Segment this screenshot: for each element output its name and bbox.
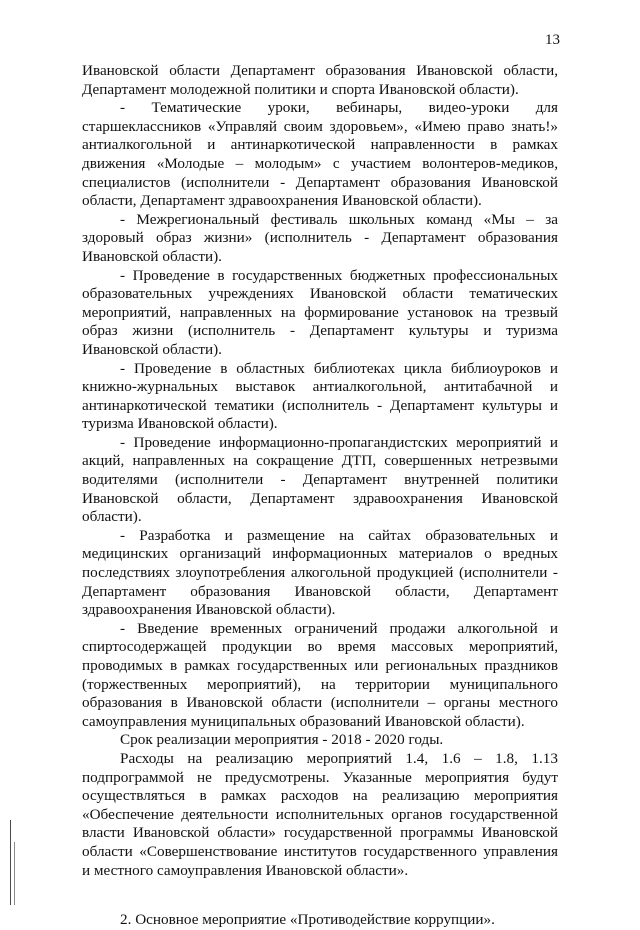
paragraph-vocational-events: - Проведение в государственных бюджетных профессиональных образовательных учреждениях Ивановской области тематических мероприятий, направленных на формирование установок на трезвый образ жизни (исполнитель - Департамент культуры и туризма Ивановской области).	[82, 266, 558, 358]
paragraph-library-lessons: - Проведение в областных библиотеках цикла библиоуроков и книжно-журнальных выставок антиалкогольной, антитабачной и антинаркотической тематики (исполнитель - Департамент культуры и туризма Ивановской области).	[82, 359, 558, 433]
paragraph-thematic-lessons: - Тематические уроки, вебинары, видео-уроки для старшеклассников «Управляй своим здоровьем», «Имею право знать!» антиалкогольной и антинаркотической направленности в рамках движения «Молодые – молодым» с участием волонтеров-медиков, специалистов (исполнители - Департамент образования Ивановской области, Департамент здравоохранения Ивановской области).	[82, 99, 558, 210]
paragraph-implementation-period: Срок реализации мероприятия - 2018 - 2020 годы.	[120, 731, 444, 749]
section-heading: 2. Основное мероприятие «Противодействие коррупции».	[120, 911, 495, 929]
paragraph-information-materials: - Разработка и размещение на сайтах образовательных и медицинских организаций информационных материалов о вредных последствиях злоупотребления алкогольной продукцией (исполнители - Департамент образования Ивановской области, Департамент здравоохранения Ивановской области).	[82, 526, 558, 619]
scan-margin-line	[14, 842, 15, 905]
document-body	[82, 62, 558, 930]
paragraph-continuation: Ивановской области Департамент образования Ивановской области, Департамент молодежной политики и спорта Ивановской области).	[82, 62, 558, 98]
paragraph-road-safety: - Проведение информационно-пропагандистских мероприятий и акций, направленных на сокращение ДТП, совершенных нетрезвыми водителями (исполнители - Департамент внутренней политики Ивановской области, Департамент здравоохранения Ивановской области).	[82, 433, 558, 526]
paragraph-festival: - Межрегиональный фестиваль школьных команд «Мы – за здоровый образ жизни» (исполнитель - Департамент образования Ивановской области).	[82, 210, 558, 265]
paragraph-sales-restrictions: - Введение временных ограничений продажи алкогольной и спиртосодержащей продукции во время массовых мероприятий, проводимых в рамках государственных или региональных праздников (торжественных мероприятий), на территории муниципального образования в Ивановской области (исполнители – органы местного самоуправления муниципальных образований Ивановской области).	[82, 619, 558, 730]
paragraph-expenses: Расходы на реализацию мероприятий 1.4, 1.6 – 1.8, 1.13 подпрограммой не предусмотрены. Указанные мероприятия будут осуществляться в рамках расходов на реализацию мероприятия «Обеспечение деятельности исполнительных органов государственной власти Ивановской области» государственной программы Ивановской области «Совершенствование институтов государственного управления и местного самоуправления Ивановской области».	[82, 749, 558, 879]
scan-margin-line	[10, 820, 11, 905]
page-number: 13	[545, 32, 560, 48]
